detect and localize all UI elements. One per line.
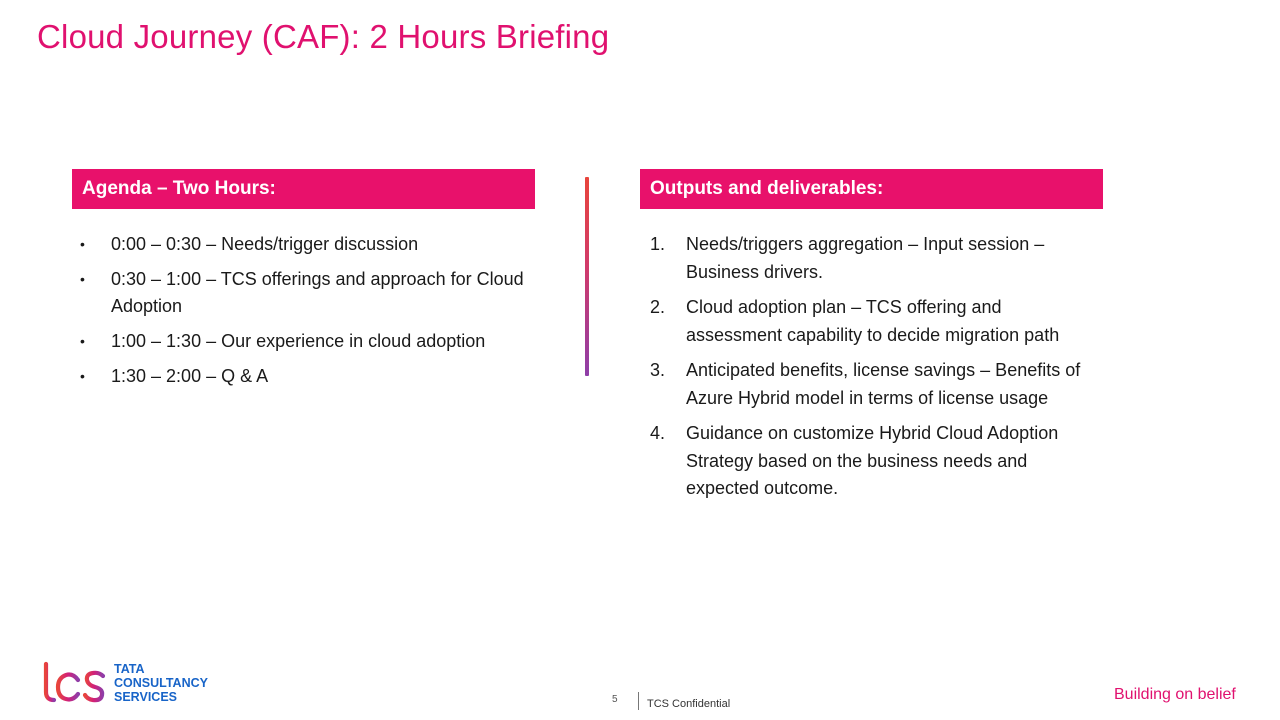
tagline: Building on belief [1114,686,1236,703]
output-item-text: Guidance on customize Hybrid Cloud Adoption Strategy based on the business needs and expected outcome. [686,423,1059,498]
list-item [78,363,528,390]
bullet-icon: • [80,236,85,252]
list-item [650,294,1100,349]
item-number: 2. [650,297,666,317]
list-item [78,231,528,258]
footer-separator [638,692,639,710]
list-item [650,231,1100,286]
agenda-item-text: 0:30 – 1:00 – TCS offerings and approach for Cloud Adoption [111,269,524,316]
item-number: 4. [650,423,666,443]
agenda-header: Agenda – Two Hours: [72,169,535,209]
confidentiality-label: TCS Confidential [647,698,731,710]
list-item [78,328,528,355]
output-item-text: Anticipated benefits, license savings – Benefits of Azure Hybrid model in terms of license usage [686,360,1081,408]
output-item-text: Needs/triggers aggregation – Input session – Business drivers. [686,234,1045,282]
list-item [650,357,1100,412]
logo-line: TATA [114,662,145,676]
logo-line: SERVICES [114,690,177,704]
agenda-item-text: 0:00 – 0:30 – Needs/trigger discussion [111,234,419,254]
page-number: 5 [612,694,618,705]
agenda-list [78,231,528,398]
bullet-icon: • [80,368,85,384]
tcs-logo [40,660,220,710]
agenda-item-text: 1:30 – 2:00 – Q & A [111,366,269,386]
bullet-icon: • [80,333,85,349]
item-number: 3. [650,360,666,380]
list-item [650,420,1100,503]
outputs-list [650,231,1100,511]
output-item-text: Cloud adoption plan – TCS offering and assessment capability to decide migration path [686,297,1060,345]
vertical-divider [585,177,589,376]
bullet-icon: • [80,271,85,287]
list-item [78,266,528,320]
slide-title: Cloud Journey (CAF): 2 Hours Briefing [37,18,610,55]
logo-line: CONSULTANCY [114,676,208,690]
agenda-item-text: 1:00 – 1:30 – Our experience in cloud adoption [111,331,486,351]
outputs-header: Outputs and deliverables: [640,169,1103,209]
tcs-logo-mark-icon [40,660,108,706]
logo-wordmark [114,662,208,704]
item-number: 1. [650,234,666,254]
